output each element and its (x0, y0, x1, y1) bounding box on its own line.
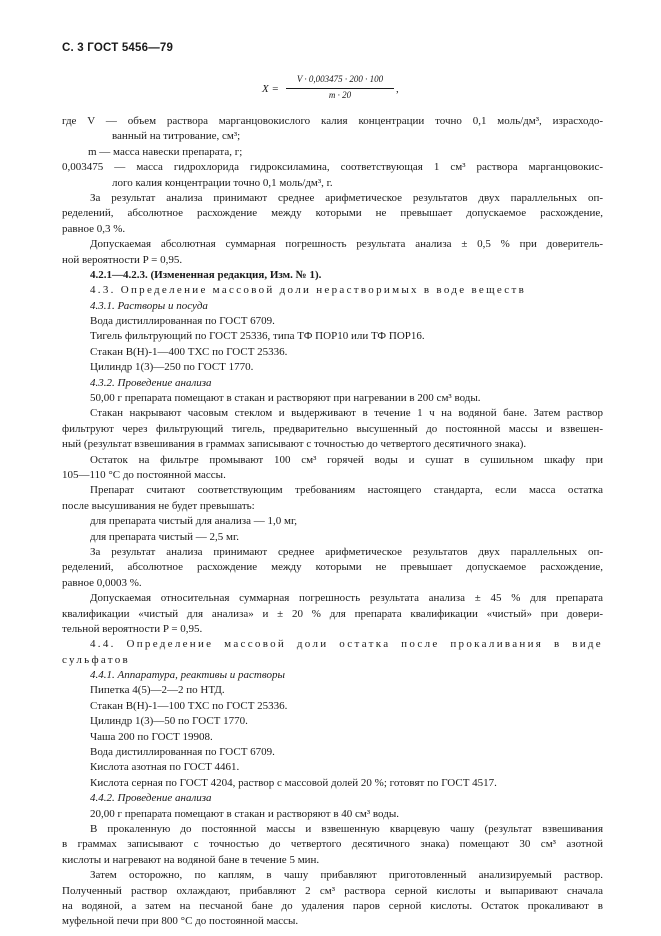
text-line: 20,00 г препарата помещают в стакан и растворяют в 40 см³ воды. (90, 807, 399, 820)
text-line: Препарат считают соответствующим требованиям настоящего стандарта, если масса остатка (90, 484, 603, 497)
text-line: За результат анализа принимают среднее арифметическое результатов двух параллельных оп- (90, 545, 603, 558)
text-line: для препарата чистый — 2,5 мг. (90, 530, 239, 543)
text-line: для препарата чистый для анализа — 1,0 мг, (90, 515, 297, 528)
text-line: Цилиндр 1(3)—50 по ГОСТ 1770. (90, 715, 248, 728)
text-line: ределений, абсолютное расхождение между которыми не превышает допускаемое расхождение, (62, 561, 603, 574)
section-heading: 4.4. Определение массовой доли остатка после прокаливания в виде (90, 638, 603, 651)
text-line: ный (результат взвешивания в граммах записывают с точностью до четвертого десятичного знака). (62, 438, 527, 451)
formula-lhs: X = (262, 83, 279, 95)
text-line: Тигель фильтрующий по ГОСТ 25336, типа ТФ ПОР10 или ТФ ПОР16. (90, 330, 425, 343)
text-line: За результат анализа принимают среднее арифметическое результатов двух параллельных оп- (90, 191, 603, 204)
text-line: равное 0,3 %. (62, 222, 126, 235)
text-line: Вода дистиллированная по ГОСТ 6709. (90, 746, 275, 759)
text-line: Кислота серная по ГОСТ 4204, раствор с массовой долей 20 %; готовят по ГОСТ 4517. (90, 776, 497, 789)
text-line: В прокаленную до постоянной массы и взвешенную кварцевую чашу (результат взвешивания (90, 822, 603, 835)
text-line: муфельной печи при 800 °С до постоянной массы. (62, 915, 299, 928)
text-line: Чаша 200 по ГОСТ 19908. (90, 730, 213, 743)
text-line: лого калия концентрации точно 0,1 моль/дм³, г. (112, 176, 333, 189)
text-line: квалификации «чистый для анализа» и ± 20 % для препарата квалификации «чистый» при довери- (62, 607, 603, 620)
text-line: Цилиндр 1(3)—250 по ГОСТ 1770. (90, 361, 254, 374)
text-line: Вода дистиллированная по ГОСТ 6709. (90, 315, 275, 328)
text-line: m — масса навески препарата, г; (88, 145, 243, 158)
text-line: после высушивания не будет превышать: (62, 499, 255, 512)
text-line: на водяной, а затем на песчаной бане до удаления паров серной кислоты. Остаток прокаливают в (62, 899, 603, 912)
text-line: Полученный раствор охлаждают, прибавляют 2 см³ раствора серной кислоты и выпаривают сначала (62, 884, 603, 897)
text-line: Стакан накрывают часовым стеклом и выдерживают в течение 1 ч на водяной бане. Затем раствор (90, 407, 603, 420)
subsection-heading: 4.3.1. Растворы и посуда (90, 299, 208, 312)
document-body (62, 114, 603, 930)
text-line: ванный на титрование, см³; (112, 130, 241, 143)
text-line: Кислота азотная по ГОСТ 4461. (90, 761, 240, 774)
section-heading: 4.3. Определение массовой доли нерастворимых в воде веществ (90, 284, 527, 297)
formula-denominator: m · 20 (328, 90, 352, 100)
text-line: в граммах записывают с точностью до четвертого десятичного знака) помещают 30 см³ азотной (62, 838, 603, 851)
text-line: ной вероятности P = 0,95. (62, 253, 183, 266)
formula-tail: , (396, 83, 399, 95)
text-line: 50,00 г препарата помещают в стакан и растворяют при нагревании в 200 см³ воды. (90, 392, 481, 405)
section-heading: сульфатов (62, 653, 131, 666)
text-line: Остаток на фильтре промывают 100 см³ горячей воды и сушат в сушильном шкафу при (90, 453, 603, 466)
fraction-bar (286, 88, 394, 89)
text-line: равное 0,0003 %. (62, 576, 142, 589)
text-line: фильтруют через фильтрующий тигель, предварительно высушенный до постоянной массы и взвешен- (62, 422, 603, 435)
text-line: Допускаемая абсолютная суммарная погрешность результата анализа ± 0,5 % при доверитель- (90, 238, 603, 251)
page-header: С. 3 ГОСТ 5456—79 (62, 42, 174, 54)
text-line: Пипетка 4(5)—2—2 по НТД. (90, 684, 225, 697)
text-line: Стакан В(Н)-1—100 ТХС по ГОСТ 25336. (90, 699, 288, 712)
text-line: 105—110 °С до постоянной массы. (62, 468, 226, 481)
formula-numerator: V · 0,003475 · 200 · 100 (296, 74, 384, 84)
text-line: кислоты и нагревают на водяной бане в течение 5 мин. (62, 853, 320, 866)
text-line: Затем осторожно, по каплям, в чашу прибавляют приготовленный анализируемый раствор. (90, 869, 603, 882)
subsection-heading: 4.3.2. Проведение анализа (90, 376, 212, 389)
text-line: 4.2.1—4.2.3. (Измененная редакция, Изм. № 1). (90, 268, 322, 281)
text-line: Допускаемая относительная суммарная погрешность результата анализа ± 45 % для препарата (90, 592, 603, 605)
text-line: 0,003475 — масса гидрохлорида гидроксиламина, соответствующая 1 см³ раствора марганцовокис- (62, 161, 603, 174)
subsection-heading: 4.4.2. Проведение анализа (90, 792, 212, 805)
text-line: ределений, абсолютное расхождение между которыми не превышает допускаемое расхождение, (62, 207, 603, 220)
subsection-heading: 4.4.1. Аппаратура, реактивы и растворы (90, 669, 285, 682)
text-line: тельной вероятности P = 0,95. (62, 622, 203, 635)
text-line: Стакан В(Н)-1—400 ТХС по ГОСТ 25336. (90, 345, 288, 358)
text-line: где V — объем раствора марганцовокислого калия концентрации точно 0,1 моль/дм³, израсходо- (62, 115, 603, 127)
